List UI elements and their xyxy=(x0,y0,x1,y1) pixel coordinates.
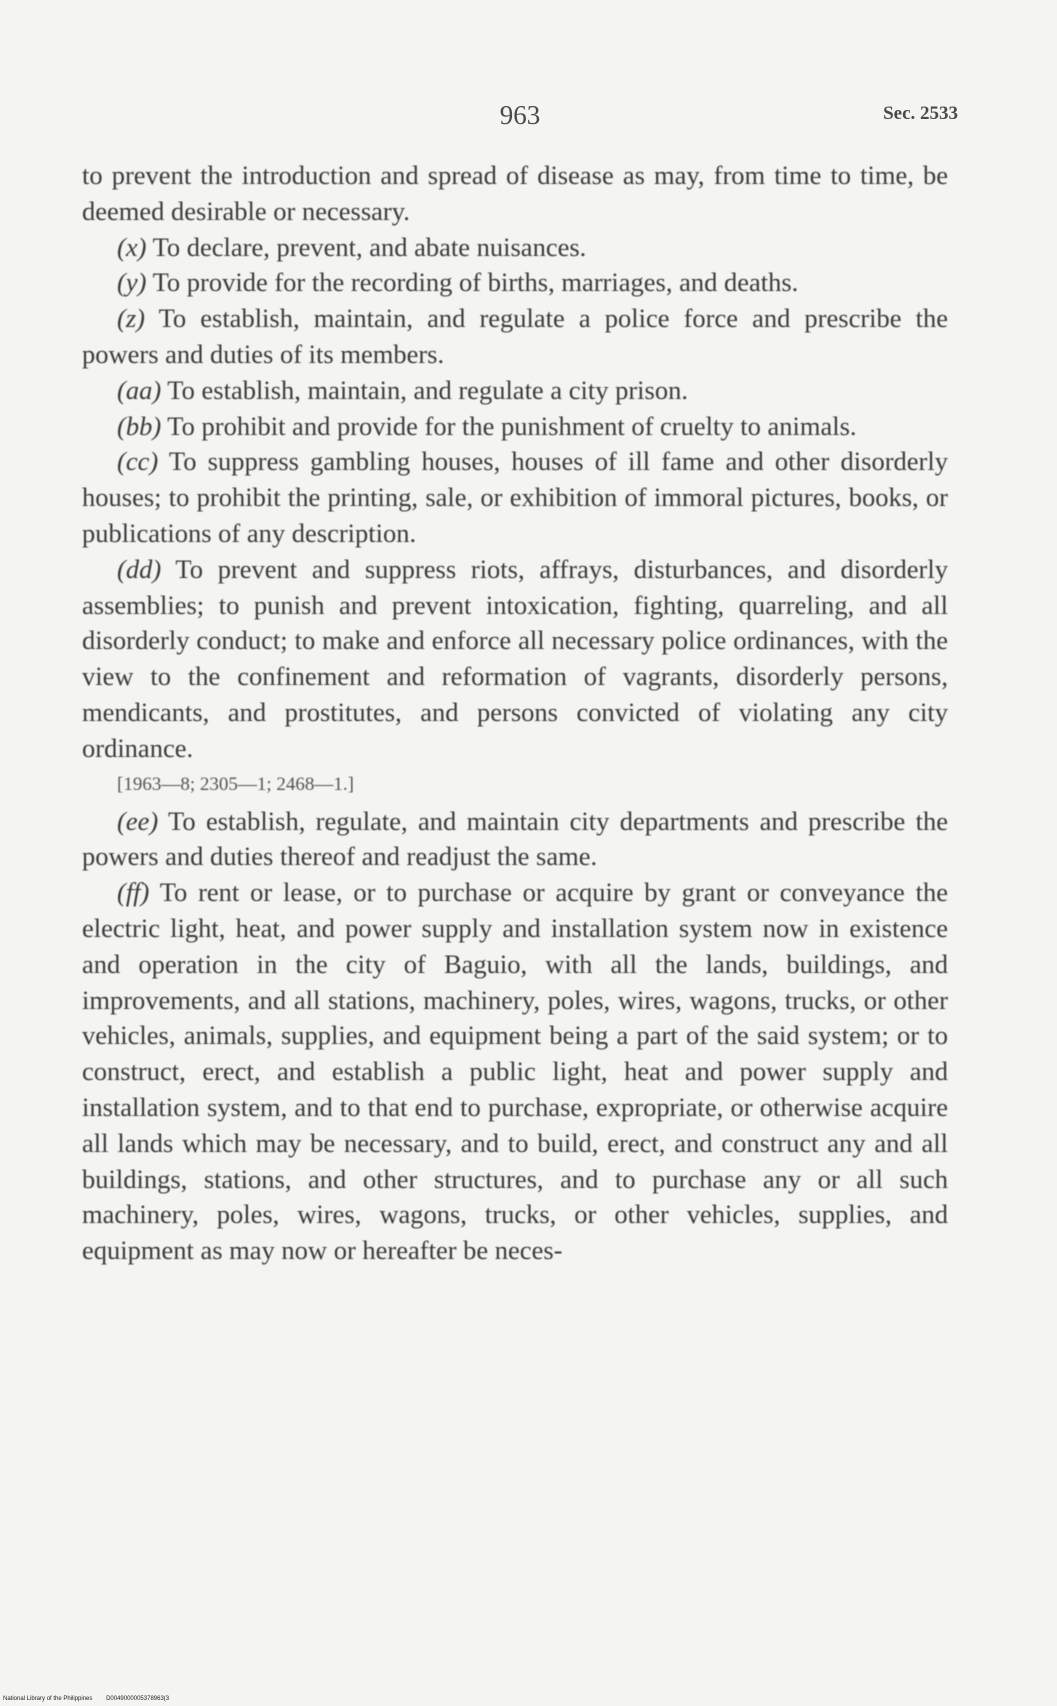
paragraph-text: To establish, maintain, and regulate a police force and prescribe the powers and duties of its members. xyxy=(82,303,948,369)
opening-paragraph: to prevent the introduction and spread of disease as may, from time to time, be deemed desirable or necessary. xyxy=(82,160,948,226)
page-number: 963 xyxy=(499,100,541,130)
paragraph-dd xyxy=(82,552,948,767)
paragraph-text: To establish, maintain, and regulate a city prison. xyxy=(161,374,688,405)
paragraph-label: (ee) xyxy=(117,805,159,836)
paragraph-cc xyxy=(82,444,948,551)
paragraph-bb xyxy=(82,409,948,445)
paragraph-label: (z) xyxy=(117,303,145,334)
paragraph-x xyxy=(82,230,948,266)
scan-footer xyxy=(3,1696,169,1702)
paragraph-label: (y) xyxy=(117,267,147,298)
paragraph-text: To prevent and suppress riots, affrays, disturbances, and disorderly assemblies; to punish and prevent intoxication, fighting, quarreling, and all disorderly conduct; to make and enforce all necessary police ordinances, with the view to the confinement and reformation of vagrants, disorderly persons, mendicants, and prostitutes, and persons convicted of violating any city ordinance. xyxy=(82,553,948,763)
paragraph-text: To provide for the recording of births, marriages, and deaths. xyxy=(146,267,799,298)
page-body xyxy=(82,158,948,1269)
statute-citation: [1963—8; 2305—1; 2468—1.] xyxy=(117,773,354,795)
page-header xyxy=(82,100,958,132)
paragraph-label: (ff) xyxy=(117,877,150,908)
library-credit: National Library of the Philippines xyxy=(3,1696,93,1702)
paragraph-label: (bb) xyxy=(117,410,162,441)
paragraph-ff xyxy=(82,875,948,1269)
paragraph-text: To declare, prevent, and abate nuisances. xyxy=(146,231,587,262)
section-reference: Sec. 2533 xyxy=(883,103,958,124)
paragraph-label: (aa) xyxy=(117,374,162,405)
paragraph-text: To rent or lease, or to purchase or acquire by grant or conveyance the electric light, heat, and power supply and installation system now in existence and operation in the city of Baguio, with all the lands, buildings, and improvements, and all stations, machinery, poles, wires, wagons, trucks, or other vehicles, animals, supplies, and equipment being a part of the said system; or to construct, erect, and establish a public light, heat and power supply and installation system, and to that end to purchase, expropriate, or otherwise acquire all lands which may be necessary, and to build, erect, and construct any and all buildings, stations, and other structures, and to purchase any or all such machinery, poles, wires, wagons, trucks, or other vehicles, supplies, and equipment as may now or hereafter be neces- xyxy=(82,877,948,1266)
paragraph-label: (x) xyxy=(117,231,147,262)
paragraph-label: (dd) xyxy=(117,553,162,584)
paragraph-y xyxy=(82,265,948,301)
paragraph-ee xyxy=(82,804,948,876)
paragraph-label: (cc) xyxy=(117,446,159,477)
paragraph-text: To establish, regulate, and maintain city departments and prescribe the powers and duties thereof and readjust the same. xyxy=(82,805,948,872)
paragraph-z xyxy=(82,301,948,373)
scan-code: D0049000005378963(3 xyxy=(106,1696,170,1702)
paragraph-text: To suppress gambling houses, houses of ill fame and other disorderly houses; to prohibit the printing, sale, or exhibition of immoral pictures, books, or publications of any description. xyxy=(82,446,948,548)
paragraph-text: To prohibit and provide for the punishment of cruelty to animals. xyxy=(161,410,857,441)
paragraph-aa xyxy=(82,373,948,409)
